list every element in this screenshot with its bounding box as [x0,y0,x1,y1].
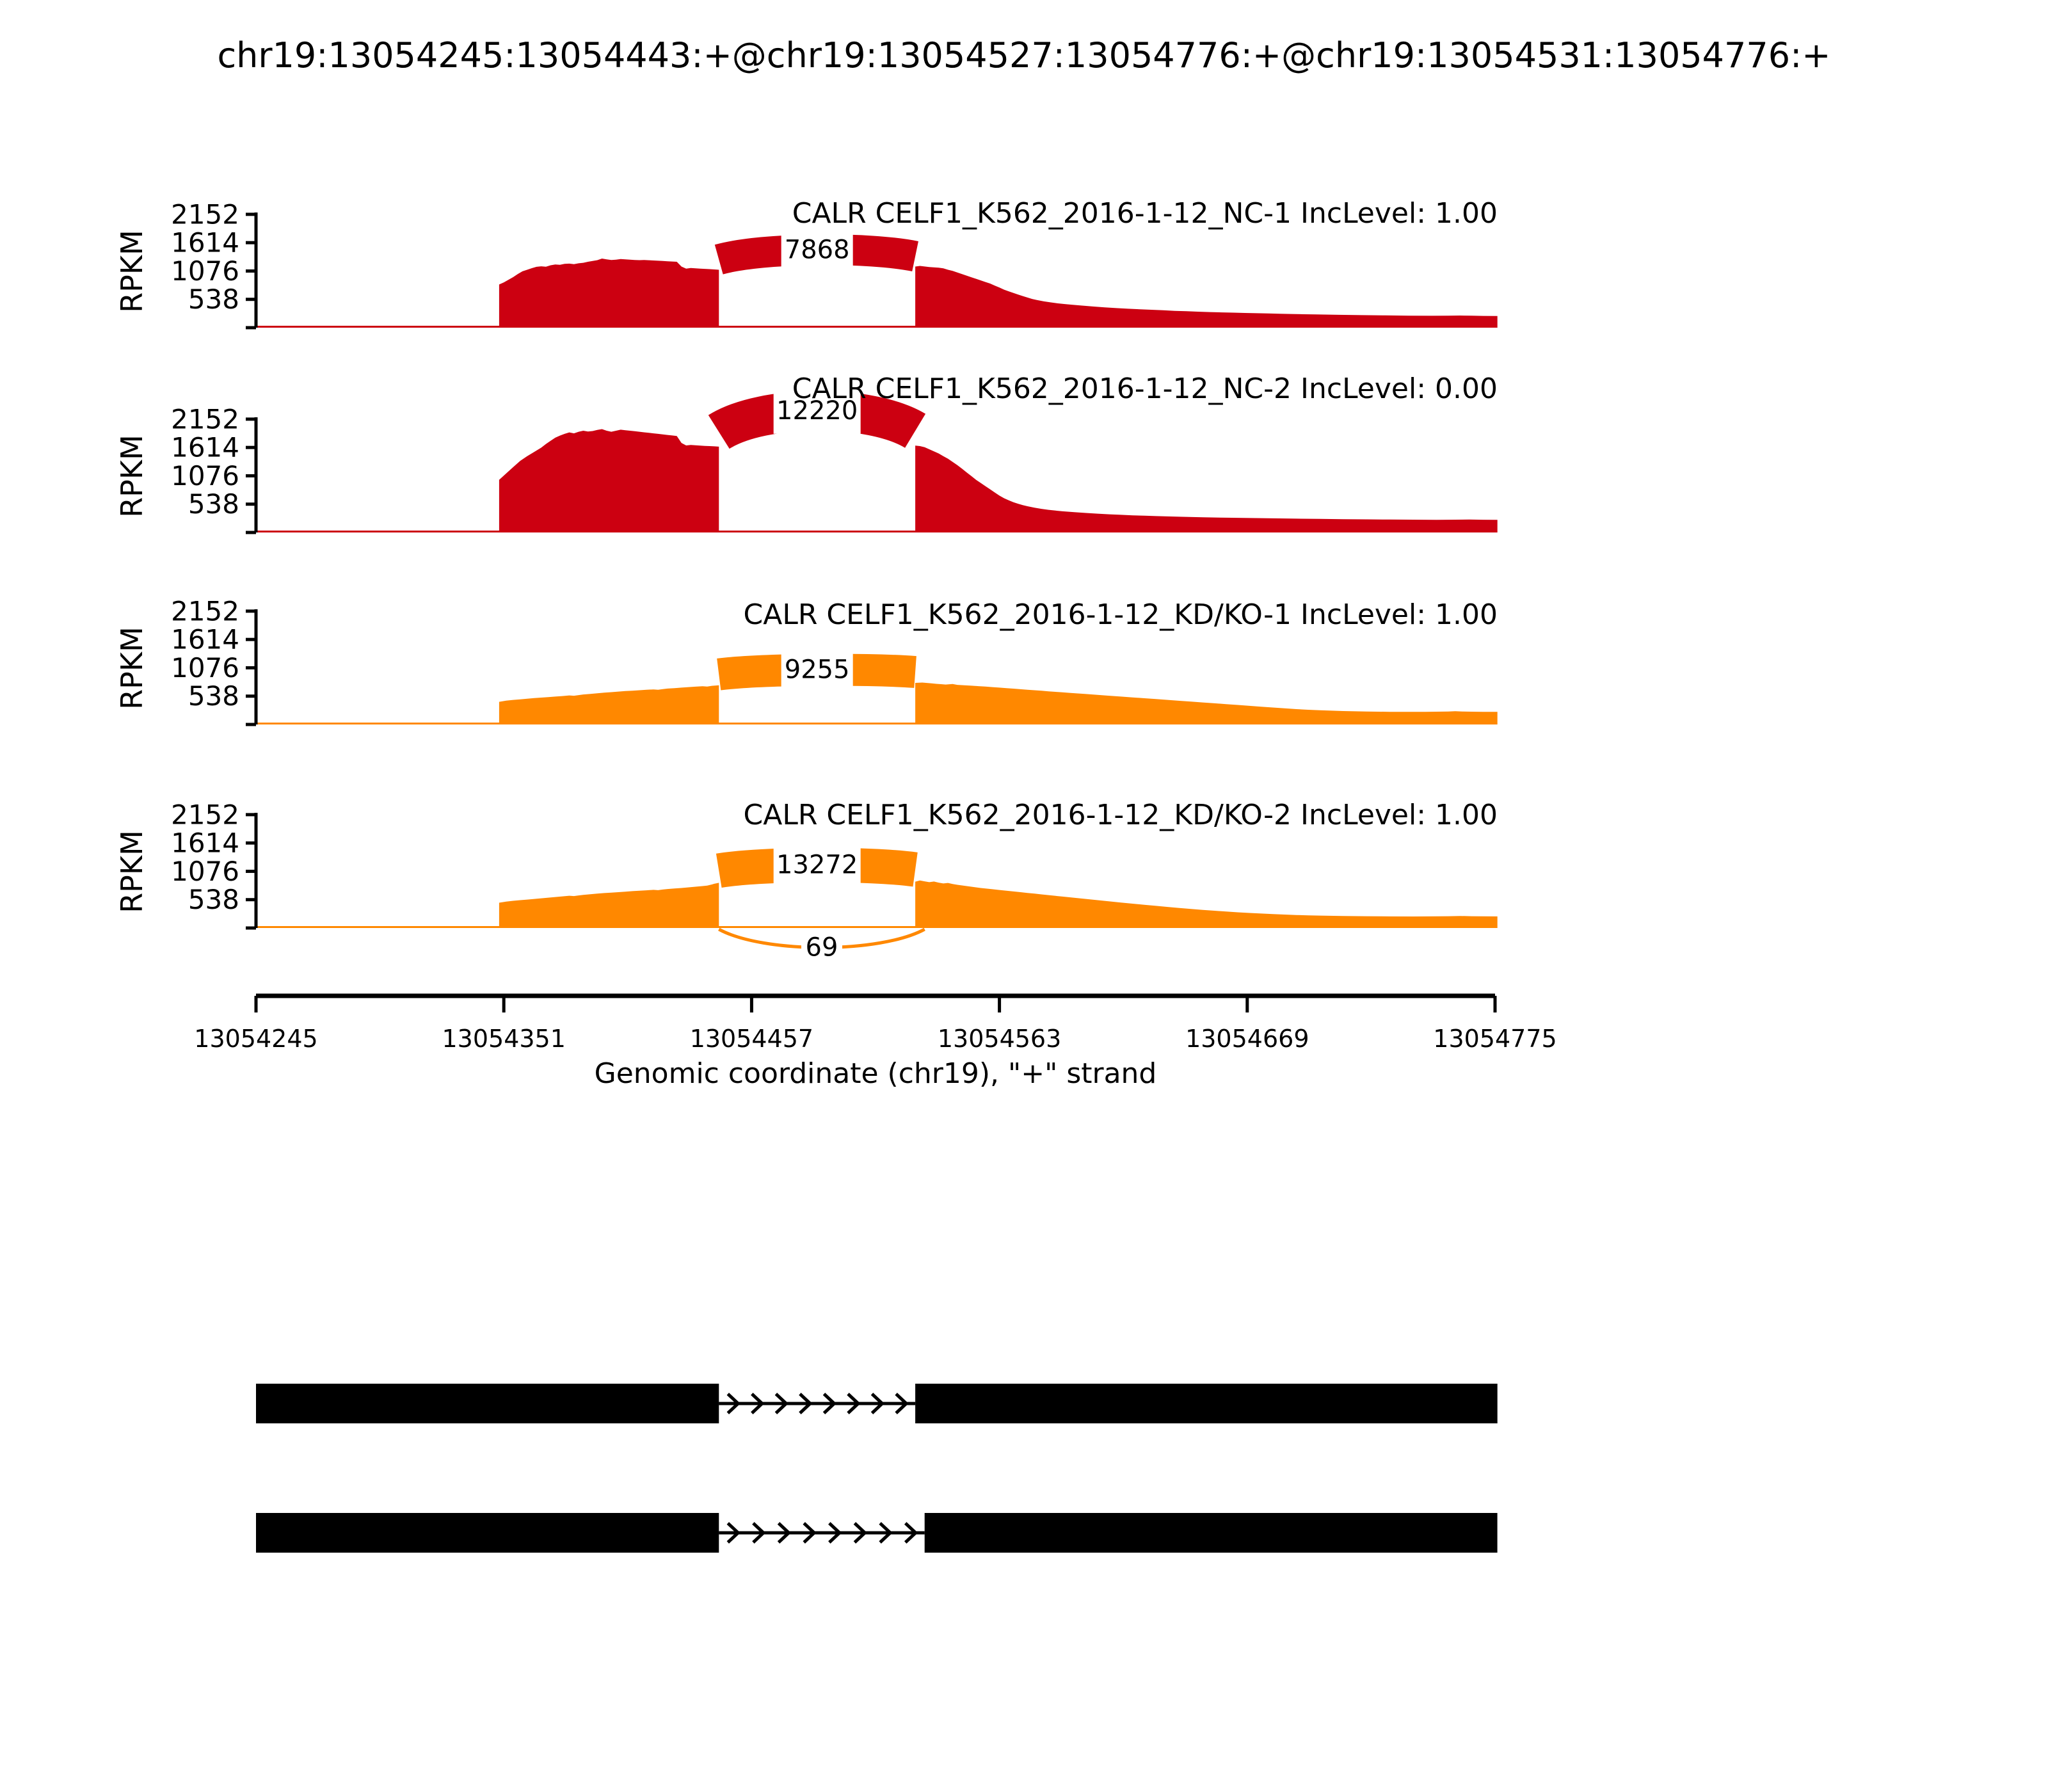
coverage-track-kd-ko-1 [115,595,1498,724]
coverage-area [499,685,719,724]
y-axis [115,198,256,328]
y-axis-title: RPKM [115,830,149,913]
y-axis [115,403,256,532]
x-axis [194,996,1556,1053]
y-axis-tick-label: 1614 [171,431,239,463]
y-axis-tick-label: 538 [188,488,239,520]
y-axis-tick-label: 538 [188,680,239,712]
exon-box [925,1513,1498,1553]
exon-box [256,1384,719,1423]
gene-model-isoform-1 [256,1384,1498,1423]
coverage-area [915,445,1498,532]
gene-model-isoform-2 [256,1513,1498,1553]
y-axis-tick-label: 1614 [171,227,239,259]
y-axis-tick-label: 2152 [171,595,239,627]
track-label: CALR CELF1_K562_2016-1-12_KD/KO-2 IncLevel: 1.00 [743,799,1498,831]
y-axis-title: RPKM [115,627,149,710]
junction-count-label: 69 [805,932,838,963]
x-axis-tick-label: 13054457 [689,1025,814,1053]
y-axis-title: RPKM [115,435,149,518]
track-label: CALR CELF1_K562_2016-1-12_NC-1 IncLevel: 1.00 [792,197,1498,230]
junction-count-label: 13272 [776,850,858,880]
junction-count-label: 12220 [776,396,858,426]
y-axis-tick-label: 538 [188,884,239,916]
junction-count-label: 9255 [784,655,850,685]
track-label: CALR CELF1_K562_2016-1-12_KD/KO-1 IncLevel: 1.00 [743,598,1498,631]
exon-box [915,1384,1498,1423]
y-axis-title: RPKM [115,230,149,313]
coverage-area [915,881,1498,928]
coverage-track-kd-ko-2 [115,799,1498,963]
x-axis-tick-label: 13054563 [937,1025,1062,1053]
y-axis-tick-label: 1614 [171,623,239,655]
x-axis-title: Genomic coordinate (chr19), "+" strand [594,1057,1157,1090]
exon-box [256,1513,719,1553]
y-axis-tick-label: 1076 [171,652,239,684]
coverage-area [499,883,719,928]
y-axis-tick-label: 2152 [171,198,239,230]
y-axis-tick-label: 2152 [171,799,239,831]
x-axis-tick-label: 13054775 [1433,1025,1557,1053]
coverage-track-nc-1 [115,197,1498,328]
junction-count-label: 7868 [784,235,850,265]
figure-title: chr19:13054245:13054443:+@chr19:13054527:13054776:+@chr19:13054531:13054776:+ [217,35,1831,76]
y-axis [115,595,256,724]
coverage-area [915,266,1498,328]
coverage-area [915,683,1498,725]
y-axis-tick-label: 2152 [171,403,239,435]
y-axis-tick-label: 1076 [171,255,239,287]
x-axis-tick-label: 13054669 [1185,1025,1309,1053]
y-axis-tick-label: 1076 [171,855,239,887]
coverage-area [499,429,719,533]
y-axis-tick-label: 1076 [171,460,239,492]
y-axis [115,799,256,928]
x-axis-tick-label: 13054351 [442,1025,566,1053]
y-axis-tick-label: 538 [188,284,239,316]
track-label: CALR CELF1_K562_2016-1-12_NC-2 IncLevel: 0.00 [792,372,1498,405]
coverage-area [499,259,719,328]
x-axis-tick-label: 13054245 [194,1025,318,1053]
coverage-track-nc-2 [115,372,1498,532]
y-axis-tick-label: 1614 [171,827,239,859]
